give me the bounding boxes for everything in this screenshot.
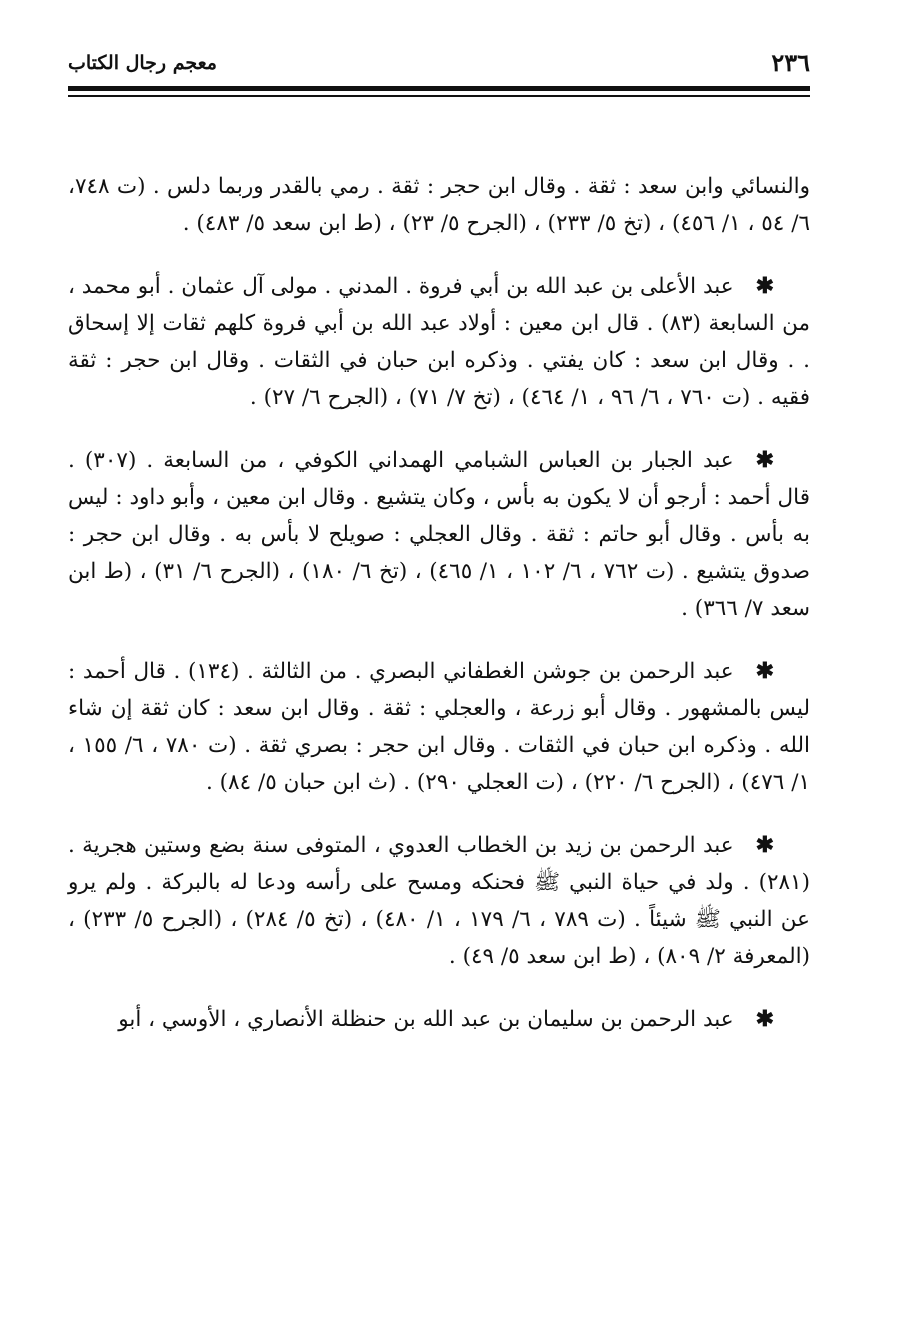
entry-text: عبد الجبار بن العباس الشبامي الهمداني الكوفي ، من السابعة . (٣٠٧) . قال أحمد : أرجو أن لا يكون به بأس ، وكان يتشيع . وقال ابن معين ، وأبو داود : ليس به بأس . وقال أبو حاتم : ثقة . وقال العجلي : صويلح لا بأس به . وقال ابن حجر : صدوق يتشيع . (ت ٧٦٢ ، ٦/ ١٠٢ ، ١/ ٤٦٥) ، (تخ ٦/ ١٨٠) ، (الجرح ٦/ ٣١) ، (ط ابن سعد ٧/ ٣٦٦) .: [68, 448, 811, 621]
entry-text: والنسائي وابن سعد : ثقة . وقال ابن حجر : ثقة . رمي بالقدر وربما دلس . (ت ٧٤٨، ٦/ ٥٤ ، ١/ ٤٥٦) ، (تخ ٥/ ٢٣٣) ، (الجرح ٥/ ٢٣) ، (ط ابن سعد ٥/ ٤٨٣) .: [68, 174, 810, 236]
header-rule-thick: [68, 86, 810, 91]
header-rule-thin: [68, 95, 810, 97]
entry-marker-icon: ✱: [755, 658, 775, 684]
entry-text: عبد الأعلى بن عبد الله بن أبي فروة . المدني . مولى آل عثمان . أبو محمد ، من السابعة (٨٣) . قال ابن معين : أولاد عبد الله بن أبي فروة كلهم ثقات إلا إسحاق . . وقال ابن سعد : كان يفتي . وذكره ابن حبان في الثقات . وقال ابن حجر : ثقة فقيه . (ت ٧٦٠ ، ٦/ ٩٦ ، ١/ ٤٦٤) ، (تخ ٧/ ٧١) ، (الجرح ٦/ ٢٧) .: [68, 274, 811, 410]
entry-text: عبد الرحمن بن زيد بن الخطاب العدوي ، المتوفى سنة بضع وستين هجرية . (٢٨١) . ولد في حياة النبي ﷺ فحنكه ومسح على رأسه ودعا له بالبركة . ولم يرو عن النبي ﷺ شيئاً . (ت ٧٨٩ ، ٦/ ١٧٩ ، ١/ ٤٨٠) ، (تخ ٥/ ٢٨٤) ، (الجرح ٥/ ٢٣٣) ، (المعرفة ٢/ ٨٠٩) ، (ط ابن سعد ٥/ ٤٩) .: [68, 833, 810, 969]
entry: [68, 653, 810, 801]
entry-marker-icon: ✱: [755, 447, 774, 473]
entry: [68, 1001, 810, 1038]
entry-marker-icon: ✱: [755, 273, 774, 299]
entry: [68, 442, 810, 627]
entry-marker-icon: ✱: [755, 1006, 774, 1032]
entry-marker-icon: ✱: [755, 832, 774, 858]
page-body: [68, 168, 810, 1064]
page-number: ٢٣٦: [771, 48, 810, 77]
entry-text: عبد الرحمن بن جوشن الغطفاني البصري . من الثالثة . (١٣٤) . قال أحمد : ليس بالمشهور . وقال أبو زرعة ، والعجلي : ثقة . وقال ابن سعد : كان ثقة إن شاء الله . وذكره ابن حبان في الثقات . وقال ابن حجر : بصري ثقة . (ت ٧٨٠ ، ٦/ ١٥٥ ، ١/ ٤٧٦) ، (الجرح ٦/ ٢٢٠) ، (ت العجلي ٢٩٠) . (ث ابن حبان ٥/ ٨٤) .: [68, 659, 811, 795]
page-header: [68, 48, 810, 78]
entry: [68, 268, 810, 416]
running-title: معجم رجال الكتاب: [68, 52, 217, 74]
entry: [68, 827, 810, 975]
entry-text: عبد الرحمن بن سليمان بن عبد الله بن حنظلة الأنصاري ، الأوسي ، أبو: [118, 1007, 734, 1032]
entry-continuation: [68, 168, 810, 242]
